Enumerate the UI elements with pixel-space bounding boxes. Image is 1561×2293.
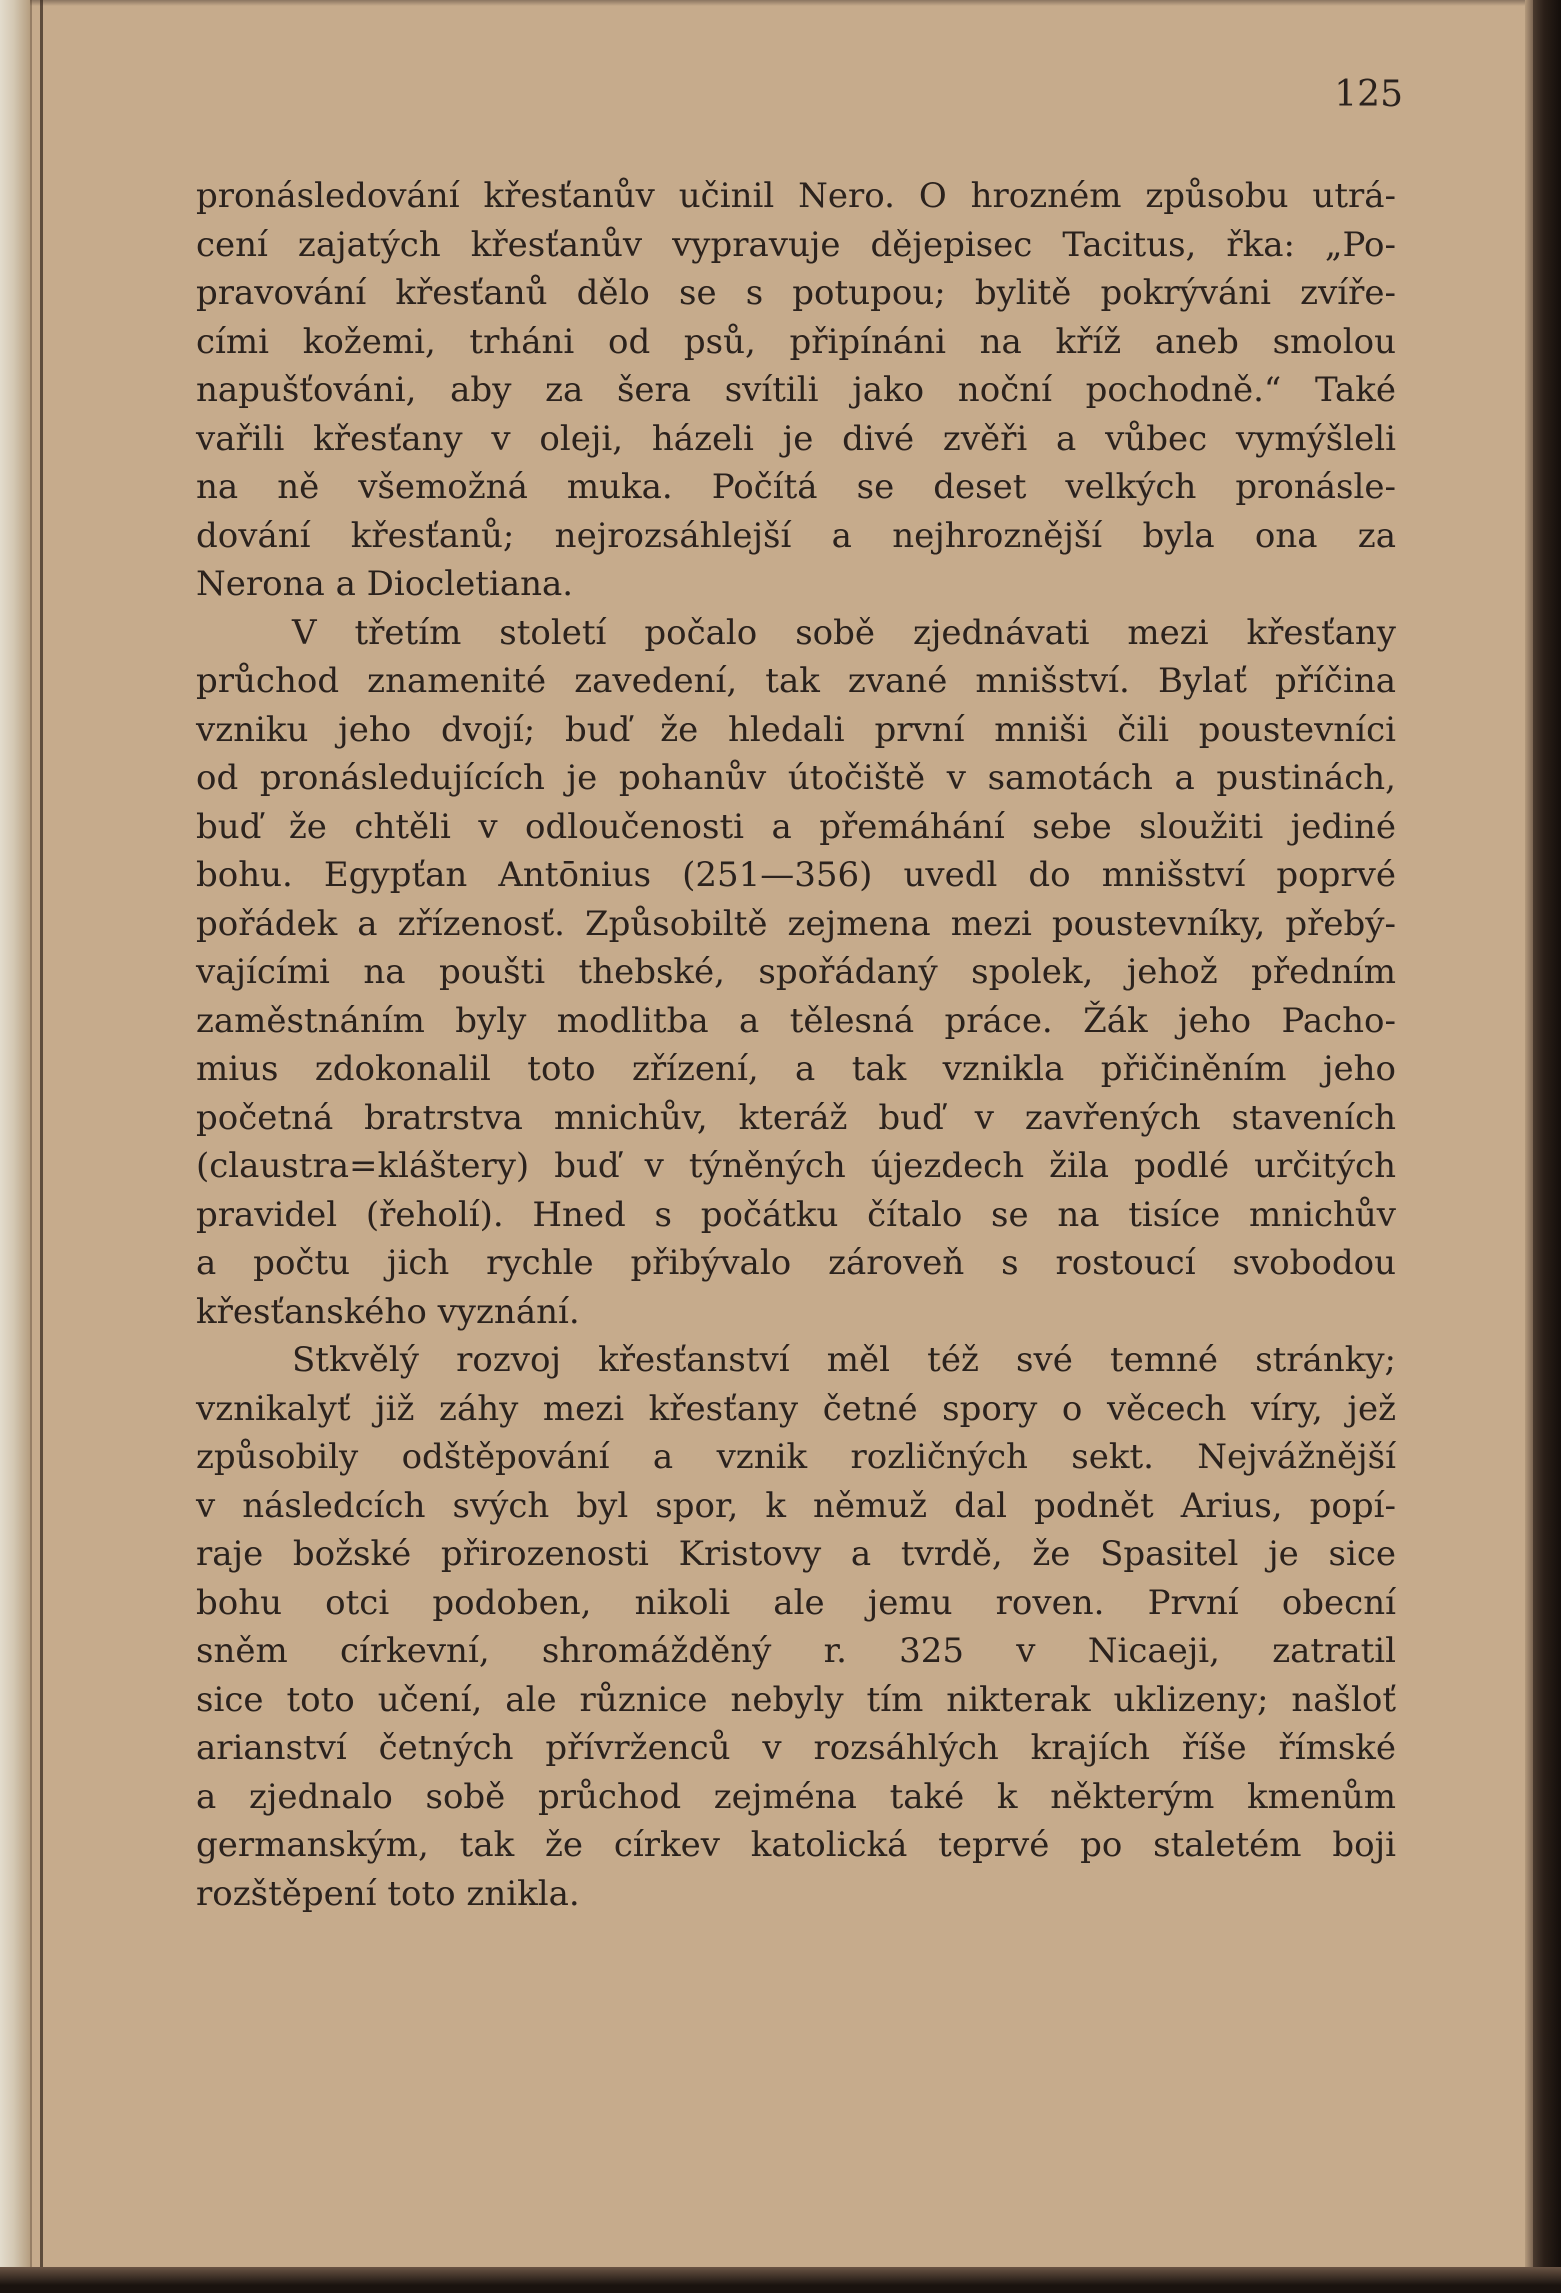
text-line: dování křesťanů; nejrozsáhlejší a nejhroznější byla ona za	[196, 515, 1396, 556]
page-right-edge	[1533, 0, 1561, 2293]
text-line: buď že chtěli v odloučenosti a přemáhání sebe sloužiti jediné	[196, 806, 1396, 847]
text-line: pravidel (řeholí). Hned s počátku čítalo se na tisíce mnichův	[196, 1194, 1396, 1235]
page-right-rim	[1525, 0, 1533, 2293]
text-line: vznikalyť již záhy mezi křesťany četné spory o věcech víry, jež	[196, 1388, 1396, 1429]
text-line: zaměstnáním byly modlitba a tělesná práce. Žák jeho Pacho-	[196, 1000, 1396, 1041]
gutter-shadow	[30, 0, 32, 2293]
text-line: od pronásledujících je pohanův útočiště v samotách a pustinách,	[196, 758, 1396, 798]
text-line: pořádek a zřízenosť. Způsobiltě zejmena mezi poustevníky, přebý-	[196, 903, 1396, 944]
text-line: početná bratrstva mnichův, kteráž buď v zavřených staveních	[196, 1097, 1396, 1138]
text-line: napušťováni, aby za šera svítili jako noční pochodně.“ Také	[196, 370, 1396, 410]
text-line: a počtu jich rychle přibývalo zároveň s rostoucí svobodou	[196, 1243, 1396, 1283]
book-spine	[0, 0, 30, 2293]
text-line: křesťanského vyznání.	[196, 1291, 580, 1332]
text-line: cími kožemi, trháni od psů, připínáni na kříž aneb smolou	[196, 321, 1396, 362]
text-line: způsobily odštěpování a vznik rozličných sekt. Nejvážnější	[196, 1437, 1396, 1477]
text-line: na ně všemožná muka. Počítá se deset velkých pronásle-	[196, 467, 1396, 507]
text-line: rozštěpení toto znikla.	[196, 1873, 580, 1914]
text-line: arianství četných přívrženců v rozsáhlých krajích říše římské	[196, 1728, 1396, 1768]
text-line: sněm církevní, shromážděný r. 325 v Nicaeji, zatratil	[196, 1631, 1396, 1671]
text-line: v následcích svých byl spor, k němuž dal podnět Arius, popí-	[196, 1485, 1396, 1526]
page-number: 125	[1334, 74, 1403, 115]
text-line: bohu otci podoben, nikoli ale jemu roven. První obecní	[196, 1582, 1396, 1623]
text-line: pravování křesťanů dělo se s potupou; bylitě pokrýváni zvíře-	[196, 273, 1396, 313]
text-line: vajícími na poušti thebské, spořádaný spolek, jehož předním	[196, 952, 1396, 992]
body-text	[196, 172, 1396, 1918]
text-line: (claustra=kláštery) buď v týněných újezdech žila podlé určitých	[196, 1146, 1396, 1186]
text-line: vzniku jeho dvojí; buď že hledali první mniši čili poustevníci	[196, 709, 1396, 750]
text-line: bohu. Egypťan Antōnius (251—356) uvedl do mnišství poprvé	[196, 855, 1396, 895]
text-line: vařili křesťany v oleji, házeli je divé zvěři a vůbec vymýšleli	[196, 418, 1396, 459]
text-line: Stkvělý rozvoj křesťanství měl též své temné stránky;	[292, 1340, 1396, 1380]
gutter-line	[40, 0, 43, 2293]
text-line: raje božské přirozenosti Kristovy a tvrdě, že Spasitel je sice	[196, 1534, 1396, 1574]
text-line: Nerona a Diocletiana.	[196, 564, 574, 604]
page-top-edge	[0, 0, 1561, 6]
text-line: cení zajatých křesťanův vypravuje dějepisec Tacitus, řka: „Po-	[196, 224, 1396, 265]
text-line: mius zdokonalil toto zřízení, a tak vznikla přičiněním jeho	[196, 1049, 1396, 1089]
text-line: sice toto učení, ale různice nebyly tím nikterak uklizeny; našloť	[196, 1679, 1396, 1720]
text-line: a zjednalo sobě průchod zejména také k některým kmenům	[196, 1776, 1396, 1817]
text-line: pronásledování křesťanův učinil Nero. O hrozném způsobu utrá-	[196, 176, 1396, 216]
text-line: V třetím století počalo sobě zjednávati mezi křesťany	[292, 612, 1396, 653]
page-bottom-edge	[0, 2267, 1561, 2293]
text-line: průchod znamenité zavedení, tak zvané mnišství. Bylať příčina	[196, 661, 1396, 701]
text-line: germanským, tak že církev katolická teprvé po staletém boji	[196, 1825, 1396, 1865]
